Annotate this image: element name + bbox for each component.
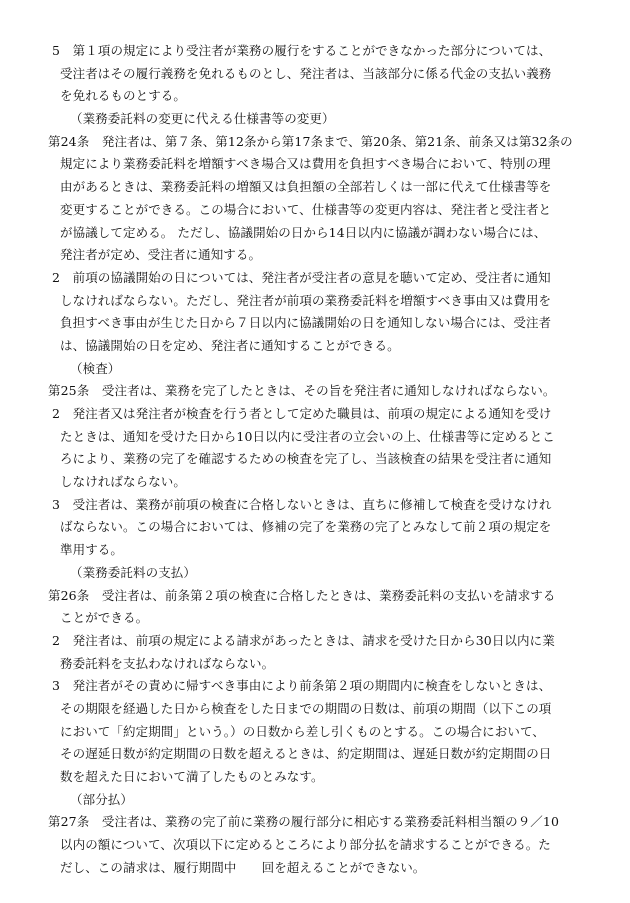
text-line: 3 受注者は、業務が前項の検査に合格しないときは、直ちに修補して検査を受けなけれ xyxy=(52,496,552,512)
text-line: 負担すべき事由が生じた日から７日以内に協議開始の日を通知しない場合には、受注者 xyxy=(60,315,552,331)
section-heading xyxy=(48,358,590,381)
text-line: 第24条 発注者は、第７条、第12条から第17条まで、第20条、第21条、前条又は第32条の xyxy=(48,133,573,149)
text-line: たときは、通知を受けた日から10日以内に受注者の立会いの上、仕様書等に定めるとこ xyxy=(60,428,555,444)
text-line: その期限を経過した日から検査をした日までの期間の日数は、前項の期間（以下この項 xyxy=(60,700,552,716)
text-line: （業務委託料の支払） xyxy=(70,564,197,580)
text-line: 由があるときは、業務委託料の増額又は負担額の全部若しくは一部に代えて仕様書等を xyxy=(60,179,552,195)
text-line: （部分払） xyxy=(70,791,134,807)
article-paragraph xyxy=(48,585,590,630)
text-line: ことができる。 xyxy=(60,610,149,626)
clause-paragraph xyxy=(48,630,590,675)
text-line: （検査） xyxy=(70,360,121,376)
clause-paragraph xyxy=(48,403,590,494)
section-heading xyxy=(48,562,590,585)
text-line: 2 前項の協議開始の日については、発注者が受注者の意見を聴いて定め、受注者に通知 xyxy=(52,269,551,285)
article-paragraph xyxy=(48,811,590,879)
text-line: において「約定期間」という。）の日数から差し引くものとする。この場合において、 xyxy=(60,723,545,739)
text-line: 規定により業務委託料を増額すべき場合又は費用を負担すべき場合において、特別の理 xyxy=(60,156,551,172)
document-body xyxy=(48,40,590,879)
text-line: が協議して定める。 ただし、協議開始の日から14日以内に協議が調わない場合には、 xyxy=(60,224,547,240)
text-line: 3 発注者がその責めに帰すべき事由により前条第２項の期間内に検査をしないときは、 xyxy=(52,678,552,694)
text-line: 2 発注者又は発注者が検査を行う者として定めた職員は、前項の規定による通知を受け xyxy=(52,406,552,421)
text-line: 準用する。 xyxy=(60,542,124,558)
text-line: しなければならない。 xyxy=(60,474,187,490)
clause-paragraph xyxy=(48,40,590,108)
text-line: ばならない。この場合においては、修補の完了を業務の完了とみなして前２項の規定を xyxy=(60,519,552,535)
section-heading xyxy=(48,789,590,812)
text-line: その遅延日数が約定期間の日数を超えるときは、約定期間は、遅延日数が約定期間の日 xyxy=(60,746,552,762)
clause-paragraph xyxy=(48,675,590,788)
text-line: 以内の額について、次項以下に定めるところにより部分払を請求することができる。た xyxy=(60,837,551,853)
text-line: だし、この請求は、履行期間中 回を超えることができない。 xyxy=(60,859,426,875)
text-line: 変更することができる。この場合において、仕様書等の変更内容は、発注者と受注者と xyxy=(60,201,552,217)
text-line: を免れるものとする。 xyxy=(60,88,187,104)
text-line: 第25条 受注者は、業務を完了したときは、その旨を発注者に通知しなければならない。 xyxy=(48,383,556,399)
article-paragraph xyxy=(48,380,590,403)
section-heading xyxy=(48,108,590,131)
clause-paragraph xyxy=(48,494,590,562)
text-line: 数を超えた日において満了したものとみなす。 xyxy=(60,769,324,784)
text-line: 受注者はその履行義務を免れるものとし、発注者は、当該部分に係る代金の支払い義務 xyxy=(60,65,552,81)
text-line: ろにより、業務の完了を確認するための検査を完了し、当該検査の結果を受注者に通知 xyxy=(60,451,552,467)
text-line: 発注者が定め、受注者に通知する。 xyxy=(60,247,262,263)
text-line: 5 第１項の規定により受注者が業務の履行をすることができなかった部分については、 xyxy=(52,43,552,58)
article-paragraph xyxy=(48,131,590,267)
text-line: 第26条 受注者は、前条第２項の検査に合格したときは、業務委託料の支払いを請求する xyxy=(48,587,556,603)
text-line: （業務委託料の変更に代える仕様書等の変更） xyxy=(70,111,335,127)
text-line: は、協議開始の日を定め、発注者に通知することができる。 xyxy=(60,337,400,353)
text-line: 務委託料を支払わなければならない。 xyxy=(60,655,275,671)
clause-paragraph xyxy=(48,267,590,358)
text-line: 第27条 受注者は、業務の完了前に業務の履行部分に相応する業務委託料相当額の９／10 xyxy=(48,814,560,830)
text-line: 2 発注者は、前項の規定による請求があったときは、請求を受けた日から30日以内に業 xyxy=(52,632,555,648)
text-line: しなければならない。ただし、発注者が前項の業務委託料を増額すべき事由又は費用を xyxy=(60,292,552,308)
